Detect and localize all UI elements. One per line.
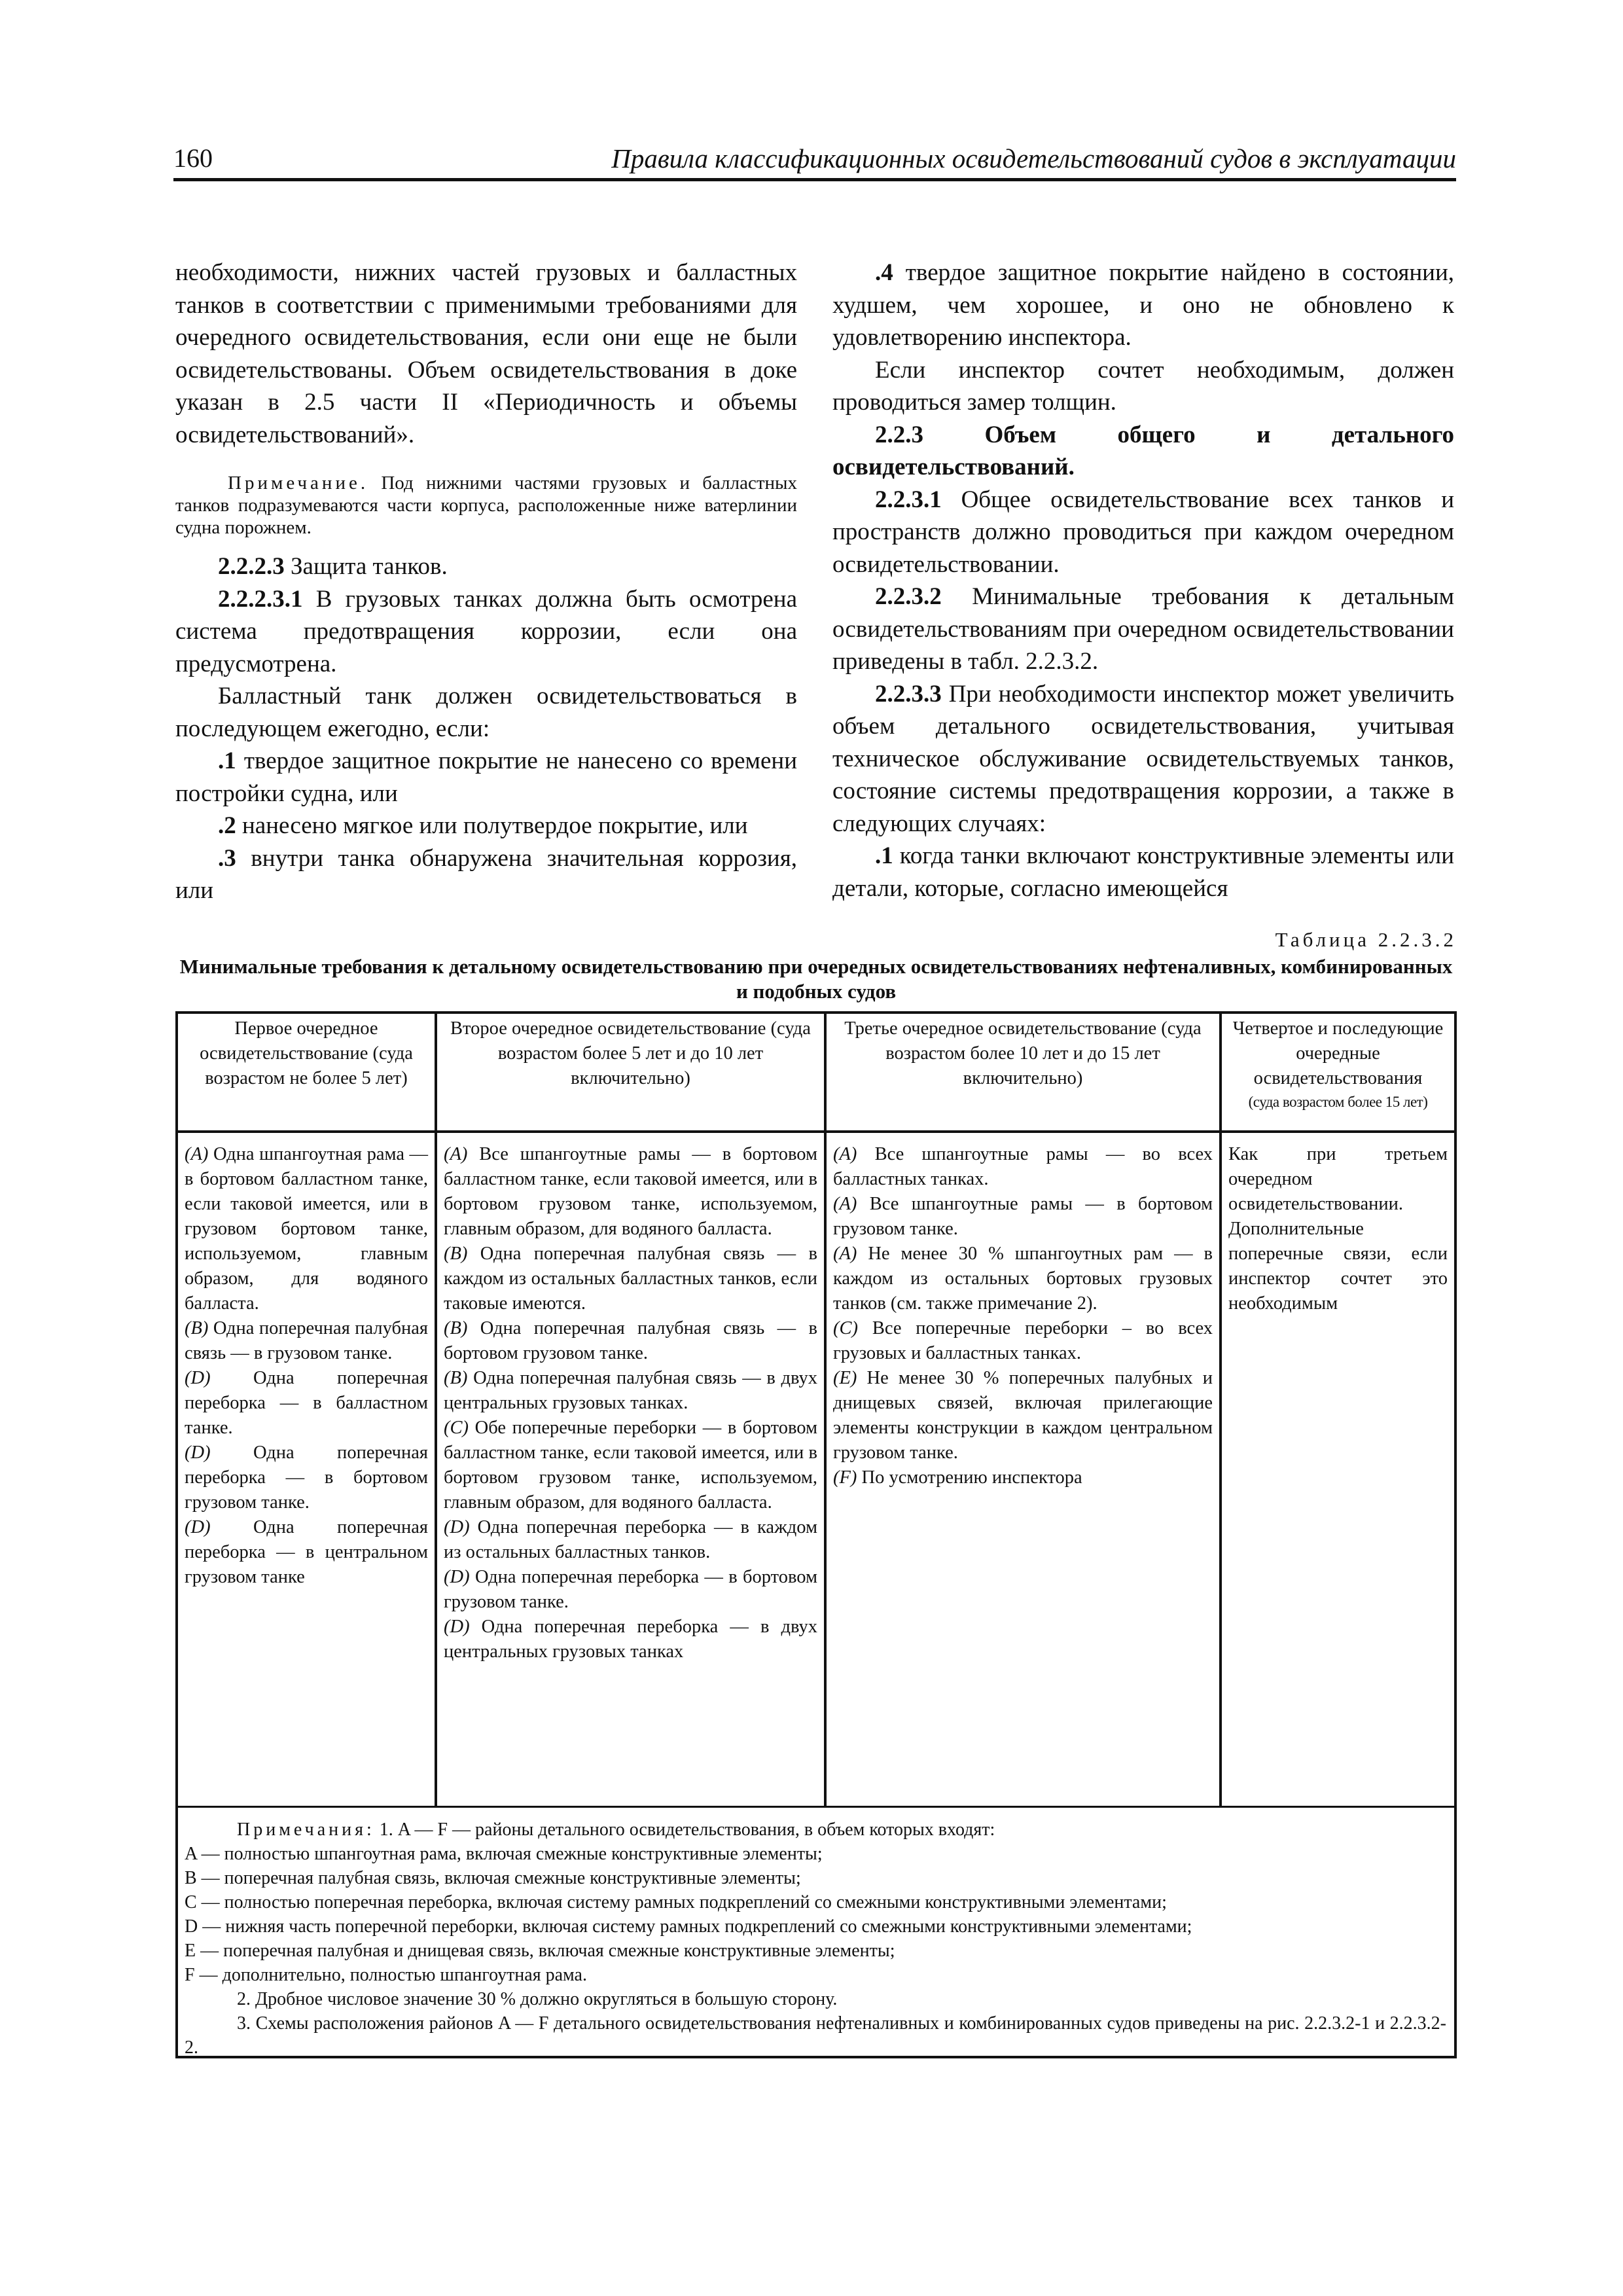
- area-tag: (A): [833, 1194, 857, 1214]
- cell-entry: [833, 1366, 1213, 1465]
- table-notes: [185, 1818, 1446, 2060]
- paragraph: Балластный танк должен освидетельствоваться в последующем ежегодно, если:: [175, 683, 797, 742]
- list-item: [175, 745, 797, 810]
- list-item: [175, 810, 797, 842]
- section-text: Минимальные требования к детальным освидетельствованиям при очередном освидетельствовании приведены в табл. 2.2.3.2.: [832, 583, 1455, 675]
- paragraph: необходимости, нижних частей грузовых и балластных танков в соответствии с применимыми требованиями для очередного освидетельствования, если они еще не были освидетельствованы. Объем освидетельствования в доке указан в 2.5 части II «Периодичность и объемы освидетельствований».: [175, 259, 797, 448]
- area-tag: (B): [444, 1318, 468, 1338]
- table-title: Минимальные требования к детальному освидетельствованию при очередных освидетельствованиях нефтеналивных, комбинированных и подобных судов: [179, 955, 1453, 1003]
- entry-text: Дополнительные поперечные связи, если инспектор сочтет это необходимым: [1228, 1219, 1448, 1314]
- entry-text: Все шпангоутные рамы — в бортовом грузовом танке.: [833, 1194, 1213, 1239]
- area-tag: (A): [833, 1144, 857, 1164]
- left-column: [175, 257, 797, 907]
- list-text: внутри танка обнаружена значительная коррозия, или: [175, 844, 798, 904]
- section-number: 2.2.3.1: [875, 486, 942, 513]
- area-tag: (D): [444, 1617, 470, 1637]
- section-text: Защита танков.: [291, 553, 448, 580]
- section-2-2-3-1: [832, 484, 1454, 581]
- table-cell-third-survey: [827, 1137, 1219, 1493]
- notes-intro: [185, 1818, 1446, 1842]
- area-tag: (D): [185, 1443, 211, 1463]
- running-header: [173, 143, 1456, 177]
- entry-text: Одна поперечная переборка — в балластном танке.: [185, 1368, 428, 1438]
- list-number: .4: [875, 259, 893, 286]
- cell-entry: [444, 1615, 817, 1664]
- area-tag: (A): [833, 1244, 857, 1264]
- section-number: 2.2.2.3: [218, 553, 285, 580]
- list-number: .1: [875, 842, 893, 869]
- section-2-2-3-2: [832, 581, 1454, 678]
- table-header-cell: Третье очередное освидетельствование (суда возрастом более 10 лет и до 15 лет включительно): [844, 1018, 1202, 1088]
- note-label: Примечание.: [228, 473, 369, 493]
- table-cell-second-survey: [437, 1137, 824, 1667]
- requirements-table: [175, 1011, 1457, 2058]
- table-cell-fourth-survey: [1222, 1137, 1454, 1319]
- area-tag: (B): [185, 1318, 209, 1338]
- entry-text: Все шпангоутные рамы — в бортовом балластном танке, если таковой имеется, или в бортовом грузовом танке, используемом, главным образом, для водяного балласта.: [444, 1144, 817, 1239]
- note-line: B — поперечная палубная связь, включая смежные конструктивные элементы;: [185, 1868, 801, 1888]
- section-number: 2.2.2.3.1: [218, 585, 303, 613]
- table-header-cell: [1222, 1014, 1454, 1130]
- cell-entry: [833, 1192, 1213, 1242]
- list-text: нанесено мягкое или полутвердое покрытие, или: [242, 812, 748, 839]
- area-tag: (A): [185, 1144, 209, 1164]
- area-tag: (E): [833, 1368, 857, 1388]
- running-title: Правила классификационных освидетельствований судов в эксплуатации: [611, 143, 1456, 173]
- entry-text: Одна поперечная палубная связь — в грузовом танке.: [185, 1318, 428, 1363]
- section-2-2-2-3-1: [175, 583, 797, 681]
- list-item: [832, 257, 1454, 354]
- section-text: В грузовых танках должна быть осмотрена система предотвращения коррозии, если она предусмотрена.: [175, 585, 797, 677]
- section-number: 2.2.3.2: [875, 583, 942, 610]
- cell-entry: [444, 1242, 817, 1316]
- area-tag: (F): [833, 1467, 857, 1488]
- cell-entry: [833, 1465, 1213, 1490]
- section-number: 2.2.3.3: [875, 680, 942, 708]
- header-subtext: (суда возрастом более 15 лет): [1248, 1094, 1428, 1110]
- header-text: Четвертое и последующие очередные освидетельствования: [1232, 1018, 1444, 1088]
- cell-entry: [444, 1366, 817, 1416]
- cell-entry: [444, 1316, 817, 1366]
- notes-rule: [178, 1806, 1454, 1808]
- note-3: 3. Схемы расположения районов A — F детального освидетельствования нефтеналивных и комбинированных судов приведены на рис. 2.2.3.2-1 и 2.2.3.2-2.: [185, 2013, 1446, 2058]
- paragraph: Если инспектор сочтет необходимым, должен проводиться замер толщин.: [832, 356, 1454, 416]
- page-number: 160: [173, 143, 213, 173]
- note-line: E — поперечная палубная и днищевая связь, включая смежные конструктивные элементы;: [185, 1941, 895, 1961]
- section-text: Общее освидетельствование всех танков и пространств должно проводиться при каждом очередном освидетельствовании.: [832, 486, 1454, 578]
- area-tag: (D): [185, 1368, 211, 1388]
- entry-text: По усмотрению инспектора: [861, 1467, 1082, 1488]
- header-rule: [173, 178, 1456, 181]
- entry-text: Все шпангоутные рамы — во всех балластных танках.: [833, 1144, 1213, 1189]
- section-heading-2-2-3: 2.2.3 Объем общего и детального освидетельствований.: [832, 421, 1454, 480]
- entry-text: Не менее 30 % поперечных палубных и днищевых связей, включая прилегающие элементы конструкции в каждом центральном грузовом танке.: [833, 1368, 1213, 1463]
- entry-text: Одна поперечная палубная связь — в бортовом грузовом танке.: [444, 1318, 817, 1363]
- area-tag: (D): [444, 1517, 470, 1537]
- note-line: F — дополнительно, полностью шпангоутная рама.: [185, 1965, 587, 1985]
- cell-entry: [444, 1515, 817, 1565]
- area-tag: (C): [833, 1318, 858, 1338]
- list-text: твердое защитное покрытие не нанесено со времени постройки судна, или: [175, 747, 797, 807]
- entry-text: Одна шпангоутная рама — в бортовом балластном танке, если таковой имеется, или в грузовом бортовом танке, используемом, главным образом, для водяного балласта.: [185, 1144, 428, 1314]
- entry-text: Одна поперечная палубная связь — в двух центральных грузовых танках.: [444, 1368, 818, 1413]
- list-number: .2: [218, 812, 236, 839]
- list-number: .3: [218, 844, 236, 872]
- entry-text: Одна поперечная переборка — в бортовом грузовом танке.: [444, 1567, 818, 1612]
- entry-text: Одна поперечная переборка — в центральном грузовом танке: [185, 1517, 428, 1587]
- section-2-2-3-3: [832, 678, 1454, 840]
- list-text: когда танки включают конструктивные элементы или детали, которые, согласно имеющейся: [832, 842, 1455, 902]
- entry-text: Обе поперечные переборки — в бортовом балластном танке, если таковой имеется, или в бортовом грузовом танке, используемом, главным образом, для водяного балласта.: [444, 1418, 817, 1513]
- note-2: 2. Дробное числовое значение 30 % должно округляться в большую сторону.: [237, 1989, 838, 2009]
- area-tag: (B): [444, 1368, 468, 1388]
- cell-entry: [185, 1366, 428, 1441]
- area-tag: (B): [444, 1244, 468, 1264]
- notes-label: Примечания:: [237, 1820, 375, 1840]
- note: [175, 472, 797, 539]
- cell-entry: [444, 1142, 817, 1242]
- table-header-cell: Второе очередное освидетельствование (суда возрастом более 5 лет и до 10 лет включительно): [450, 1018, 811, 1088]
- list-item: [832, 840, 1454, 905]
- area-tag: (D): [185, 1517, 211, 1537]
- table-cell-first-survey: [178, 1137, 435, 1592]
- entry-text: Одна поперечная переборка — в бортовом грузовом танке.: [185, 1443, 428, 1513]
- cell-entry: [185, 1316, 428, 1366]
- area-tag: (A): [444, 1144, 468, 1164]
- cell-entry: [833, 1316, 1213, 1366]
- note-line: A — полностью шпангоутная рама, включая смежные конструктивные элементы;: [185, 1844, 823, 1864]
- entry-text: Все поперечные переборки – во всех грузовых и балластных танках.: [833, 1318, 1213, 1363]
- entry-text: Одна поперечная переборка — в каждом из остальных балластных танков.: [444, 1517, 818, 1562]
- cell-entry: [444, 1416, 817, 1515]
- table-number: Таблица 2.2.3.2: [1275, 928, 1457, 951]
- cell-entry: [1228, 1142, 1448, 1217]
- entry-text: Не менее 30 % шпангоутных рам — в каждом из остальных бортовых грузовых танков (см. также примечание 2).: [833, 1244, 1213, 1314]
- note-line: C — полностью поперечная переборка, включая систему рамных подкреплений со смежными конструктивными элементами;: [185, 1892, 1167, 1912]
- list-number: .1: [218, 747, 236, 774]
- note-text: Под нижними частями грузовых и балластных танков подразумеваются части корпуса, расположенные ниже ватерлинии судна порожнем.: [175, 473, 797, 538]
- area-tag: (C): [444, 1418, 469, 1438]
- note-line: D — нижняя часть поперечной переборки, включая систему рамных подкреплений со смежными конструктивными элементами;: [185, 1916, 1192, 1937]
- right-column: [832, 257, 1454, 905]
- entry-text: Одна поперечная палубная связь — в каждом из остальных балластных танков, если таковые имеются.: [444, 1244, 817, 1314]
- section-2-2-2-3: [175, 550, 797, 583]
- cell-entry: [444, 1565, 817, 1615]
- cell-entry: [185, 1142, 428, 1316]
- cell-entry: [833, 1242, 1213, 1316]
- notes-lines: [185, 1842, 1446, 1987]
- entry-text: Одна поперечная переборка — в двух центральных грузовых танках: [444, 1617, 817, 1662]
- list-text: твердое защитное покрытие найдено в состоянии, худшем, чем хорошее, и оно не обновлено к удовлетворению инспектора.: [832, 259, 1455, 351]
- area-tag: (D): [444, 1567, 470, 1587]
- entry-text: Как при третьем очередном освидетельствовании.: [1228, 1144, 1448, 1214]
- list-item: [175, 842, 797, 907]
- cell-entry: [185, 1441, 428, 1515]
- table-header-cell: Первое очередное освидетельствование (суда возрастом не более 5 лет): [200, 1018, 413, 1088]
- note-1-intro: 1. A — F — районы детального освидетельствования, в объем которых входят:: [379, 1820, 995, 1840]
- cell-entry: [185, 1515, 428, 1590]
- cell-entry: [1228, 1217, 1448, 1316]
- cell-entry: [833, 1142, 1213, 1192]
- section-text: При необходимости инспектор может увеличить объем детального освидетельствования, учитывая техническое обслуживание освидетельствуемых танков, состояние системы предотвращения коррозии, а также в следующих случаях:: [832, 680, 1455, 837]
